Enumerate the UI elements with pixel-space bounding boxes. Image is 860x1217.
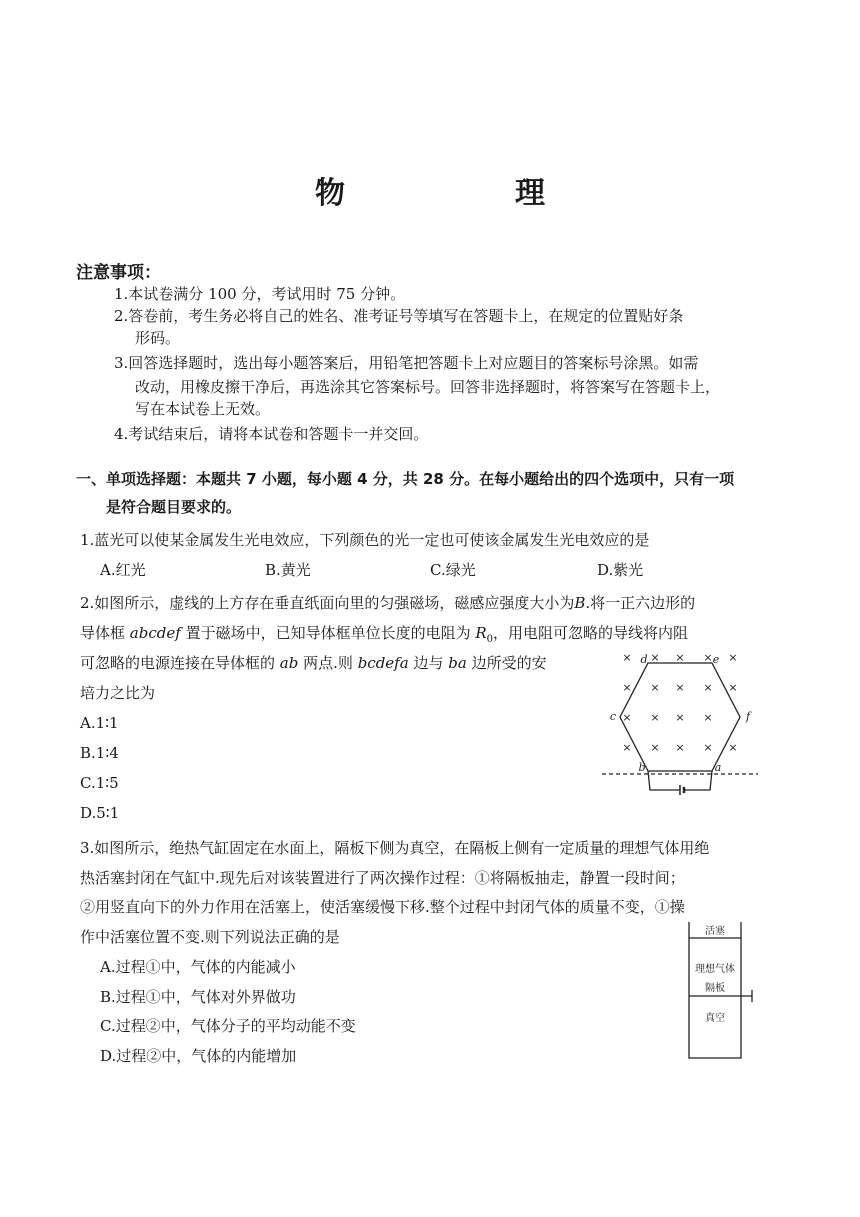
section1-heading: 一、单项选择题：本题共 7 小题，每小题 4 分，共 28 分。在每小题给出的四个选项中，只有一项 [76, 470, 735, 488]
q1-stem: 1.蓝光可以使某金属发生光电效应，下列颜色的光一定也可使该金属发生光电效应的是 [80, 531, 650, 549]
q2-var-r-sub: 0 [486, 634, 494, 645]
notice-heading: 注意事项： [76, 263, 161, 283]
vertex-label-c: c [609, 710, 617, 723]
q2-stem-line1 [80, 593, 695, 613]
q2-stem-line2 [80, 623, 688, 650]
q2-stem-line4: 培力之比为 [80, 684, 156, 702]
field-mark: × [728, 651, 738, 664]
notice-item-1: 1.本试卷满分 100 分，考试用时 75 分钟。 [114, 285, 406, 303]
q3-option-a: A.过程①中，气体的内能减小 [100, 958, 296, 976]
q2-var-ba: ba [448, 654, 467, 672]
q3-stem-line3: ②用竖直向下的外力作用在活塞上，使活塞缓慢下移.整个过程中封闭气体的质量不变，①操 [80, 898, 685, 916]
field-mark: × [703, 711, 713, 724]
cylinder-figure [672, 920, 772, 1065]
page-title: 物 理 [315, 176, 615, 211]
q2-text-2a: 导体框 [80, 624, 126, 642]
q2-var-r: R [475, 624, 487, 642]
section1-heading-cont: 是符合题目要求的。 [106, 498, 242, 516]
piston-label: 活塞 [705, 926, 725, 937]
q3-option-b: B.过程①中，气体对外界做功 [100, 988, 296, 1006]
field-mark: × [675, 711, 685, 724]
q2-option-c: C.1∶5 [80, 774, 119, 792]
q2-option-a: A.1∶1 [80, 714, 119, 732]
field-mark: × [703, 651, 713, 664]
q2-stem-line3 [80, 653, 547, 673]
notice-item-3: 3.回答选择题时，选出每小题答案后，用铅笔把答题卡上对应题目的答案标号涂黑。如需 [114, 354, 699, 372]
vertex-label-f: f [745, 710, 751, 723]
notice-item-4: 4.考试结束后，请将本试卷和答题卡一并交回。 [114, 425, 429, 443]
q3-option-c: C.过程②中，气体分子的平均动能不变 [100, 1017, 356, 1035]
q2-var-ab: ab [279, 654, 299, 672]
q3-stem-line4: 作中活塞位置不变.则下列说法正确的是 [80, 928, 340, 946]
field-mark: × [622, 741, 632, 754]
q2-var-bcdefa: bcdefa [357, 654, 409, 672]
field-mark: × [703, 741, 713, 754]
q2-text-2c: ，用电阻可忽略的导线将内阻 [493, 624, 689, 642]
notice-item-2: 2.答卷前，考生务必将自己的姓名、准考证号等填写在答题卡上，在规定的位置贴好条 [114, 307, 684, 325]
q2-text-1a: 2.如图所示，虚线的上方存在垂直纸面向里的匀强磁场，磁感应强度大小为 [80, 594, 575, 612]
vertex-label-b: b [638, 761, 646, 774]
field-mark: × [675, 741, 685, 754]
field-mark: × [728, 681, 738, 694]
q1-option-c: C.绿光 [430, 561, 476, 579]
notice-item-3-cont2: 写在本试卷上无效。 [135, 400, 271, 418]
field-mark: × [703, 681, 713, 694]
vertex-label-d: d [640, 653, 648, 666]
field-mark: × [622, 711, 632, 724]
vertex-label-a: a [714, 761, 722, 774]
hexagon-field-figure [600, 645, 760, 805]
q3-option-d: D.过程②中，气体的内能增加 [100, 1047, 297, 1065]
q3-stem-line1: 3.如图所示，绝热气缸固定在水面上，隔板下侧为真空，在隔板上侧有一定质量的理想气体用绝 [80, 839, 710, 857]
q1-option-a: A.红光 [100, 561, 146, 579]
partition-label: 隔板 [705, 983, 725, 994]
field-mark: × [650, 681, 660, 694]
field-mark: × [650, 651, 660, 664]
vertex-label-e: e [712, 653, 720, 666]
field-mark: × [728, 741, 738, 754]
field-mark: × [675, 681, 685, 694]
q2-text-3d: 边所受的安 [471, 654, 547, 672]
q2-text-3b: 两点.则 [303, 654, 353, 672]
q2-var-b: B [574, 594, 586, 612]
q2-text-3c: 边与 [413, 654, 444, 672]
field-mark: × [650, 711, 660, 724]
q3-stem-line2: 热活塞封闭在气缸中.现先后对该装置进行了两次操作过程：①将隔板抽走，静置一段时间； [80, 869, 685, 887]
field-cross-marks [622, 651, 737, 754]
vacuum-label: 真空 [705, 1013, 725, 1024]
q2-var-abcdef: abcdef [129, 624, 181, 642]
q1-option-b: B.黄光 [265, 561, 311, 579]
q2-text-2b: 置于磁场中，已知导体框单位长度的电阻为 [185, 624, 471, 642]
notice-item-3-cont: 改动，用橡皮擦干净后，再选涂其它答案标号。回答非选择题时，将答案写在答题卡上， [135, 378, 721, 396]
q2-option-d: D.5∶1 [80, 804, 120, 822]
field-mark: × [622, 681, 632, 694]
field-mark: × [650, 741, 660, 754]
field-mark: × [622, 651, 632, 664]
q2-text-3a: 可忽略的电源连接在导体框的 [80, 654, 276, 672]
gas-label: 理想气体 [695, 964, 735, 975]
q1-option-d: D.紫光 [597, 561, 644, 579]
notice-item-2-cont: 形码。 [135, 329, 181, 347]
q2-option-b: B.1∶4 [80, 744, 119, 762]
field-mark: × [675, 651, 685, 664]
q2-text-1b: .将一正六边形的 [585, 594, 696, 612]
